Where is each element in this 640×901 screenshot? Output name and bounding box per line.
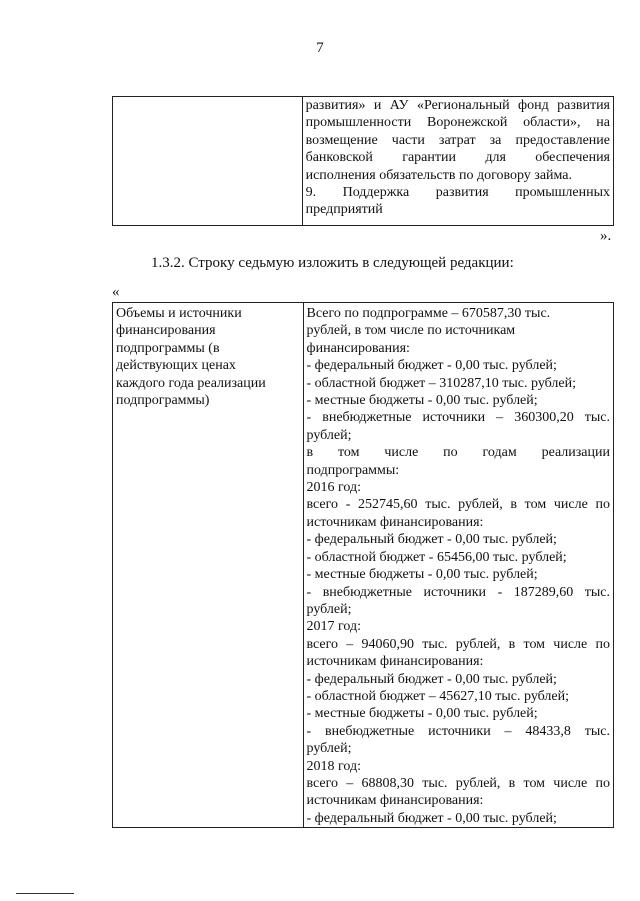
text-line: 9. Поддержка развития промышленных bbox=[305, 185, 610, 201]
cell-text-block bbox=[307, 305, 610, 827]
text-line: рублей; bbox=[306, 427, 352, 443]
table-cell-right bbox=[302, 97, 613, 226]
closing-quote: ». bbox=[600, 228, 612, 244]
text-line: 2016 год: bbox=[306, 480, 362, 496]
text-line: Объемы и источники bbox=[116, 306, 242, 321]
text-line: - федеральный бюджет - 0,00 тыс. рублей; bbox=[306, 358, 557, 374]
text-line: возмещение части затрат за предоставление bbox=[305, 132, 610, 148]
table-row bbox=[113, 303, 614, 828]
subpoint-heading: 1.3.2. Строку седьмую изложить в следующей редакции: bbox=[151, 255, 514, 271]
text-line: исполнения обязательств по договору займа. bbox=[305, 167, 573, 183]
text-line: предприятий bbox=[305, 202, 383, 218]
text-line: 2017 год: bbox=[306, 619, 362, 635]
text-line: - областной бюджет – 310287,10 тыс. рублей; bbox=[306, 375, 577, 391]
text-line: - федеральный бюджет - 0,00 тыс. рублей; bbox=[306, 810, 557, 826]
text-line: действующих ценах bbox=[116, 358, 236, 374]
text-line: - федеральный бюджет - 0,00 тыс. рублей; bbox=[306, 671, 557, 687]
text-line: источникам финансирования: bbox=[306, 514, 484, 530]
text-line: - областной бюджет - 65456,00 тыс. рублей; bbox=[306, 549, 567, 565]
table-cell-left bbox=[113, 97, 303, 226]
text-line: Всего по подпрограмме – 670587,30 тыс. bbox=[306, 306, 551, 321]
text-line: подпрограммы) bbox=[116, 393, 210, 409]
text-line: всего – 68808,30 тыс. рублей, в том числе по bbox=[306, 775, 610, 791]
text-line: банковской гарантии для обеспечения bbox=[305, 150, 610, 166]
continued-table bbox=[112, 96, 614, 226]
text-line: - федеральный бюджет - 0,00 тыс. рублей; bbox=[306, 532, 557, 548]
text-line: всего - 252745,60 тыс. рублей, в том числе по bbox=[306, 497, 610, 513]
text-line: рублей, в том числе по источникам bbox=[306, 323, 516, 339]
text-line: промышленности Воронежской области», на bbox=[305, 115, 610, 131]
text-line: - местные бюджеты - 0,00 тыс. рублей; bbox=[306, 567, 538, 583]
text-line: финансирования: bbox=[306, 340, 410, 356]
table-row bbox=[113, 97, 614, 226]
footnote-divider bbox=[16, 893, 74, 894]
text-line: - внебюджетные источники – 360300,20 тыс. bbox=[306, 410, 610, 426]
financing-table bbox=[112, 302, 614, 828]
text-line: всего – 94060,90 тыс. рублей, в том числе по bbox=[306, 636, 610, 652]
text-line: - внебюджетные источники – 48433,8 тыс. bbox=[306, 723, 610, 739]
table-cell-right bbox=[303, 303, 613, 828]
text-line: - местные бюджеты - 0,00 тыс. рублей; bbox=[306, 393, 538, 409]
cell-text-block bbox=[306, 97, 610, 219]
text-line: - местные бюджеты - 0,00 тыс. рублей; bbox=[306, 706, 538, 722]
text-line: рублей; bbox=[306, 741, 352, 757]
opening-quote: « bbox=[112, 284, 120, 300]
page-number: 7 bbox=[316, 40, 324, 56]
text-line: - областной бюджет – 45627,10 тыс. рублей; bbox=[306, 688, 570, 704]
cell-text-block bbox=[116, 305, 300, 409]
text-line: в том числе по годам реализации bbox=[306, 445, 610, 461]
text-line: рублей; bbox=[306, 601, 352, 617]
text-line: развития» и АУ «Региональный фонд развития bbox=[305, 98, 610, 113]
text-line: источникам финансирования: bbox=[306, 793, 484, 809]
text-line: источникам финансирования: bbox=[306, 654, 484, 670]
text-line: подпрограммы: bbox=[306, 462, 400, 478]
text-line: - внебюджетные источники - 187289,60 тыс. bbox=[306, 584, 610, 600]
text-line: каждого года реализации bbox=[116, 375, 266, 391]
text-line: подпрограммы (в bbox=[116, 340, 220, 356]
text-line: финансирования bbox=[116, 323, 216, 339]
table-cell-left bbox=[113, 303, 304, 828]
text-line: 2018 год: bbox=[306, 758, 362, 774]
